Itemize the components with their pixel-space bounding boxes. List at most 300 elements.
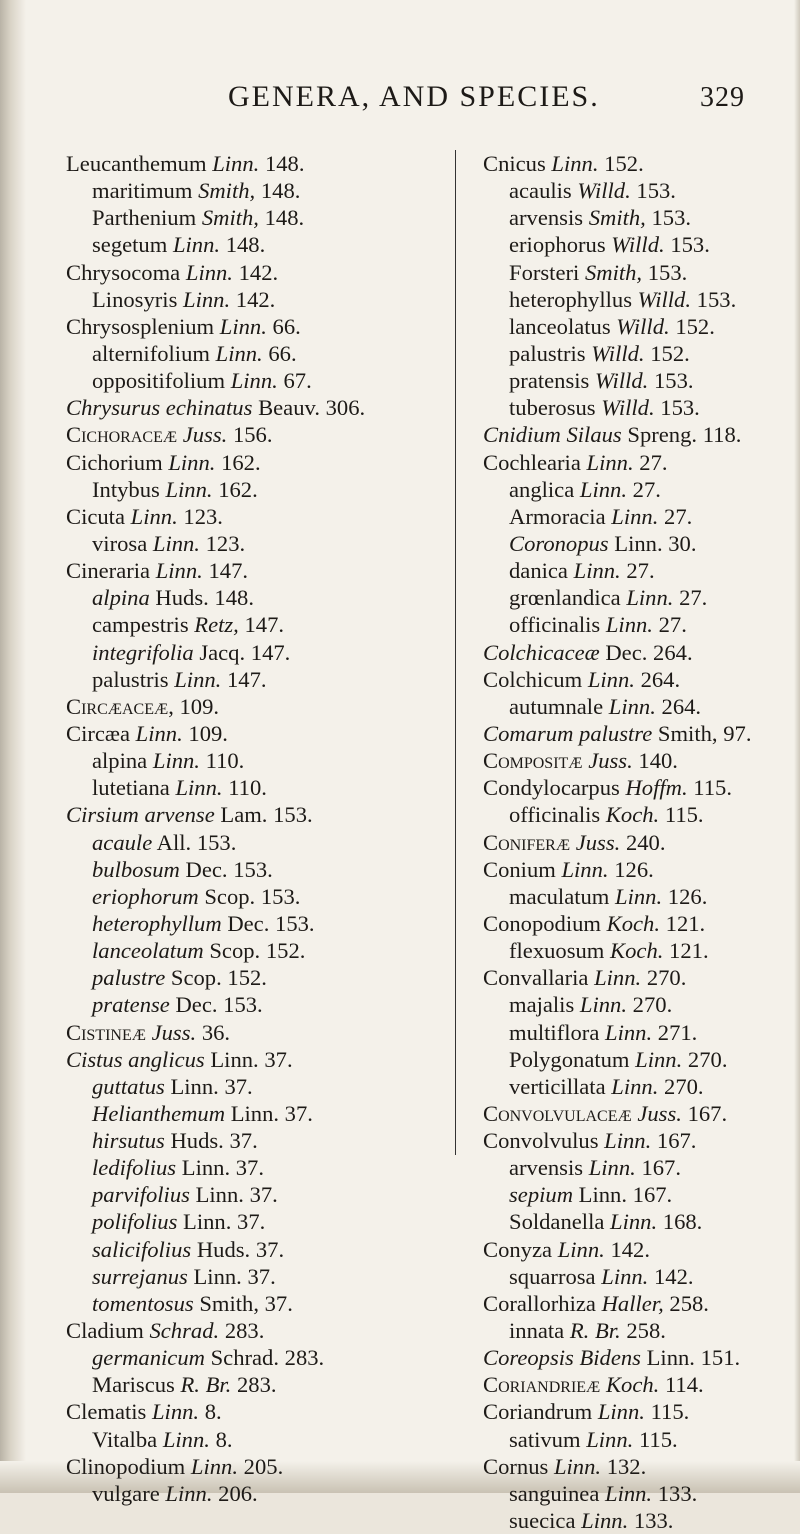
page-reference: 148. [264, 151, 305, 176]
taxon-name: germanicum [92, 1345, 205, 1371]
authority: Dec. [605, 639, 648, 665]
taxon-name: Parthenium [92, 205, 197, 231]
page-reference: 153. [260, 883, 301, 909]
taxon-name: polifolius [92, 1209, 178, 1235]
page-reference: 142. [235, 286, 276, 312]
authority: Schrad. [149, 1318, 220, 1344]
taxon-name: autumnale [509, 693, 604, 719]
index-subentry [66, 1100, 446, 1127]
authority: Juss. [151, 1019, 197, 1045]
index-entry [483, 1371, 800, 1398]
taxon-name: salicifolius [92, 1236, 192, 1262]
index-subentry [483, 177, 800, 204]
index-subentry [66, 204, 446, 231]
index-entry [483, 639, 800, 666]
authority: Linn. [193, 1263, 242, 1289]
page-reference: 153. [636, 178, 676, 204]
taxon-name: tomentosus [92, 1290, 194, 1316]
page-reference: 152. [265, 938, 306, 964]
taxon-name: segetum [92, 232, 168, 258]
authority: Smith, [199, 1290, 259, 1316]
index-subentry [483, 801, 800, 828]
index-subentry [66, 856, 446, 883]
authority: Linn. [610, 1209, 658, 1235]
page-reference: 115. [638, 1426, 678, 1452]
taxon-name: Forsteri [509, 259, 580, 285]
authority: Schrad. [210, 1345, 279, 1371]
authority: Linn. [553, 1453, 602, 1479]
taxon-name: Vitalba [92, 1426, 158, 1452]
page-reference: 168. [662, 1209, 703, 1235]
taxon-name: grœnlandica [509, 585, 621, 611]
index-entry [66, 1046, 446, 1073]
index-subentry [483, 1019, 800, 1046]
index-subentry [483, 883, 800, 910]
index-subentry [66, 1154, 446, 1181]
authority: Linn. [183, 1209, 232, 1235]
taxon-name: Condylocarpus [483, 775, 620, 801]
taxon-name: bulbosum [92, 856, 180, 882]
taxon-name: Clematis [66, 1399, 147, 1425]
taxon-name: Chrysurus echinatus [66, 395, 253, 421]
authority: Linn. [605, 1480, 653, 1506]
taxon-name: Cineraria [66, 558, 151, 584]
page-reference: 148. [260, 178, 301, 204]
page-reference: 126. [667, 883, 708, 909]
page-reference: 153. [660, 395, 700, 421]
page-reference: 27. [679, 585, 708, 611]
taxon-name: maritimum [92, 178, 193, 204]
authority: Linn. [608, 693, 656, 719]
index-subentry [66, 1127, 446, 1154]
index-subentry [483, 367, 800, 394]
taxon-name: sepium [509, 1182, 574, 1208]
index-subentry [483, 231, 800, 258]
taxon-name: officinalis [509, 802, 601, 828]
authority: Linn. [581, 1508, 629, 1534]
page-reference: 151. [700, 1345, 741, 1371]
authority: Smith, [584, 259, 643, 285]
authority: Linn. [626, 585, 674, 611]
authority: Linn. [605, 612, 653, 638]
page-reference: 37. [284, 1100, 313, 1126]
taxon-name: Cicuta [66, 503, 125, 529]
taxon-name: Intybus [92, 476, 160, 502]
index-subentry [483, 557, 800, 584]
taxon-name: heterophyllum [92, 910, 222, 936]
index-entry [483, 1398, 800, 1425]
taxon-name: sativum [509, 1426, 581, 1452]
taxon-name: maculatum [509, 883, 610, 909]
index-subentry [483, 1426, 800, 1453]
index-subentry [483, 394, 800, 421]
running-title: GENERA, AND SPECIES. [228, 80, 600, 113]
taxon-name: Coronopus [509, 530, 609, 556]
taxon-name: Chrysocoma [66, 259, 181, 285]
index-subentry [483, 340, 800, 367]
taxon-name: Cistineæ [66, 1019, 146, 1045]
index-subentry [483, 530, 800, 557]
taxon-name: Corallorhiza [483, 1290, 596, 1316]
page-reference: 121. [669, 938, 709, 964]
index-subentry [483, 476, 800, 503]
authority: Linn. [215, 340, 263, 366]
authority: Linn. [172, 232, 221, 258]
page-reference: 123. [183, 503, 223, 529]
index-subentry [483, 1046, 800, 1073]
page-reference: 27. [626, 558, 655, 584]
page-reference: 206. [218, 1480, 258, 1506]
index-entry [66, 313, 446, 340]
authority: Juss. [588, 748, 633, 774]
authority: Linn. [615, 883, 663, 909]
authority: Smith, [657, 720, 718, 746]
authority: Juss. [182, 422, 228, 448]
authority: Linn. [174, 666, 222, 692]
index-subentry [483, 259, 800, 286]
authority: Linn. [181, 1155, 231, 1181]
page-reference: 27. [664, 503, 693, 529]
authority: Linn. [579, 476, 627, 502]
index-subentry [66, 1263, 446, 1290]
index-entry [66, 1398, 446, 1425]
taxon-name: integrifolia [92, 639, 194, 665]
taxon-name: Circæaceæ, [66, 693, 174, 719]
authority: Lam. [220, 802, 268, 828]
authority: Koch. [610, 938, 664, 964]
authority: Linn. [155, 558, 203, 584]
page-reference: 283. [224, 1318, 265, 1344]
page-reference: 205. [243, 1453, 284, 1479]
taxon-name: Convolvulaceæ [483, 1100, 632, 1126]
taxon-name: acaulis [509, 178, 572, 204]
authority: Huds. [170, 1128, 224, 1154]
authority: Spreng. [627, 422, 698, 448]
index-entry [483, 747, 800, 774]
index-entry [483, 1127, 800, 1154]
authority: Linn. [561, 856, 609, 882]
taxon-name: acaule [92, 829, 153, 855]
authority: Linn. [170, 1073, 219, 1099]
index-subentry [483, 991, 800, 1018]
page-reference: 36. [201, 1019, 231, 1045]
page-reference: 147. [226, 666, 267, 692]
page-reference: 148. [214, 585, 254, 611]
taxon-name: hirsutus [92, 1128, 165, 1154]
index-subentry [66, 1480, 446, 1507]
index-entry [483, 150, 800, 177]
index-entry [483, 1236, 800, 1263]
index-subentry [66, 883, 446, 910]
authority: Jacq. [199, 639, 246, 665]
authority: Dec. [185, 856, 228, 882]
authority: Hoffm. [625, 775, 688, 801]
taxon-name: innata [509, 1318, 565, 1344]
page-reference: 153. [654, 368, 694, 394]
index-subentry [483, 503, 800, 530]
index-subentry [483, 1317, 800, 1344]
taxon-name: heterophyllus [509, 286, 632, 312]
authority: Linn. [230, 1100, 280, 1126]
taxon-name: Cistus anglicus [66, 1046, 205, 1072]
page-reference: 37. [264, 1290, 293, 1316]
taxon-name: flexuosum [509, 938, 605, 964]
taxon-name: alpina [92, 585, 150, 611]
authority: Linn. [597, 1399, 645, 1425]
taxon-name: palustris [509, 340, 586, 366]
index-entry [66, 449, 446, 476]
page-reference: 27. [632, 476, 661, 502]
index-subentry [483, 1073, 800, 1100]
authority: Linn. [212, 151, 260, 176]
index-subentry [483, 1507, 800, 1534]
index-entry [483, 1344, 800, 1371]
taxon-name: Cladium [66, 1318, 144, 1344]
taxon-name: pratensis [509, 368, 590, 394]
page-reference: 270. [632, 992, 673, 1018]
authority: Linn. [614, 530, 663, 556]
authority: Smith, [198, 178, 256, 204]
taxon-name: arvensis [509, 1155, 584, 1181]
authority: Willd. [637, 286, 692, 312]
taxon-name: majalis [509, 992, 575, 1018]
authority: Linn. [635, 1046, 683, 1072]
page-reference: 258. [669, 1290, 709, 1316]
index-subentry [483, 611, 800, 638]
index-entry [66, 421, 446, 448]
page-reference: 109. [188, 720, 228, 746]
index-entry [483, 1453, 800, 1480]
taxon-name: Chrysosplenium [66, 313, 215, 339]
taxon-name: lanceolatum [92, 938, 204, 964]
page-reference: 37. [264, 1046, 293, 1072]
index-entry [66, 394, 446, 421]
page-reference: 153. [223, 992, 263, 1018]
authority: Linn. [611, 1073, 659, 1099]
taxon-name: officinalis [509, 612, 601, 638]
taxon-name: Armoracia [509, 503, 606, 529]
taxon-name: Coriandrum [483, 1399, 593, 1425]
index-subentry [66, 177, 446, 204]
authority: Linn. [579, 992, 628, 1018]
taxon-name: anglica [509, 476, 575, 502]
page-reference: 115. [693, 775, 732, 801]
page-reference: 147. [244, 612, 285, 638]
index-subentry [483, 937, 800, 964]
page-reference: 30. [668, 530, 697, 556]
page-reference: 132. [606, 1453, 647, 1479]
page-reference: 167. [641, 1155, 681, 1181]
index-subentry [66, 639, 446, 666]
page-reference: 114. [664, 1372, 704, 1398]
taxon-name: Cornus [483, 1453, 549, 1479]
taxon-name: tuberosus [509, 395, 596, 421]
taxon-name: Helianthemum [92, 1100, 226, 1126]
index-subentry [66, 1344, 446, 1371]
page-reference: 153. [233, 856, 273, 882]
index-entry [66, 1453, 446, 1480]
authority: Linn. [195, 1182, 244, 1208]
taxon-name: danica [509, 558, 568, 584]
authority: Willd. [577, 178, 631, 204]
authority: Linn. [604, 1128, 652, 1154]
page-reference: 147. [208, 558, 249, 584]
page-reference: 264. [661, 693, 702, 719]
authority: Linn. [165, 476, 213, 502]
authority: Koch. [605, 1372, 660, 1398]
page-reference: 270. [646, 965, 687, 991]
index-subentry [483, 1263, 800, 1290]
authority: Linn. [151, 1399, 200, 1425]
taxon-name: Convolvulus [483, 1128, 599, 1154]
page-reference: 264. [640, 666, 681, 692]
page-reference: 271. [657, 1019, 698, 1045]
page-reference: 133. [657, 1480, 698, 1506]
taxon-name: Soldanella [509, 1209, 605, 1235]
index-entry [66, 150, 446, 177]
taxon-name: Coreopsis Bidens [483, 1345, 641, 1371]
page-reference: 27. [639, 449, 668, 475]
authority: Linn. [578, 1182, 627, 1208]
taxon-name: sanguinea [509, 1480, 600, 1506]
index-subentry [66, 774, 446, 801]
page-reference: 148. [264, 205, 305, 231]
page-reference: 152. [675, 313, 715, 339]
index-entry [483, 720, 800, 747]
index-entry [66, 259, 446, 286]
index-subentry [483, 1208, 800, 1235]
taxon-name: alpina [92, 748, 148, 774]
authority: Linn. [588, 1155, 636, 1181]
column-divider [455, 150, 456, 1155]
taxon-name: Linosyris [92, 286, 178, 312]
page-reference: 162. [221, 449, 261, 475]
page-reference: 153. [273, 802, 313, 828]
taxon-name: lanceolatus [509, 313, 611, 339]
authority: Linn. [135, 720, 183, 746]
authority: Linn. [183, 286, 231, 312]
index-subentry [66, 1236, 446, 1263]
authority: Linn. [175, 775, 223, 801]
page-reference: 147. [250, 639, 291, 665]
authority: Smith, [588, 205, 646, 231]
authority: Linn. [130, 503, 178, 529]
index-subentry [483, 1154, 800, 1181]
authority: Juss. [575, 829, 621, 855]
authority: Linn. [586, 1426, 634, 1452]
page-reference: 153. [196, 829, 237, 855]
index-subentry [66, 991, 446, 1018]
page-reference: 109. [179, 693, 220, 719]
index-entry [483, 666, 800, 693]
page-reference: 8. [215, 1426, 233, 1452]
index-entry [483, 910, 800, 937]
authority: Juss. [637, 1100, 682, 1126]
authority: Koch. [606, 910, 660, 936]
page-reference: 118. [702, 422, 742, 448]
taxon-name: Cichorium [66, 449, 163, 475]
authority: Beauv. [258, 395, 320, 421]
authority: Linn. [611, 503, 659, 529]
taxon-name: virosa [92, 530, 148, 556]
authority: Linn. [168, 449, 216, 475]
page-reference: 152. [650, 340, 690, 366]
taxon-name: Conyza [483, 1236, 553, 1262]
taxon-name: squarrosa [509, 1263, 596, 1289]
index-subentry [483, 286, 800, 313]
page-reference: 126. [614, 856, 654, 882]
page-reference: 270. [664, 1073, 704, 1099]
index-entry [66, 1317, 446, 1344]
taxon-name: verticillata [509, 1073, 606, 1099]
index-subentry [66, 964, 446, 991]
index-entry [483, 421, 800, 448]
index-subentry [66, 367, 446, 394]
page-number: 329 [700, 82, 745, 113]
page-reference: 153. [696, 286, 737, 312]
taxon-name: Cichoraceæ [66, 422, 178, 448]
taxon-name: Mariscus [92, 1372, 175, 1398]
authority: Linn. [601, 1263, 649, 1289]
authority: Willd. [616, 313, 670, 339]
authority: Linn. [230, 368, 278, 394]
authority: Linn. [573, 558, 621, 584]
authority: Linn. [152, 748, 200, 774]
page-reference: 67. [283, 368, 312, 394]
page-reference: 152. [227, 965, 267, 991]
authority: Linn. [557, 1236, 605, 1262]
authority: Linn. [162, 1426, 210, 1452]
index-entry [66, 801, 446, 828]
page-reference: 258. [626, 1318, 666, 1344]
page-reference: 37. [237, 1209, 266, 1235]
authority: Huds. [196, 1236, 251, 1262]
authority: Linn. [165, 1480, 213, 1506]
page-reference: 37. [249, 1182, 278, 1208]
taxon-name: parvifolius [92, 1182, 190, 1208]
authority: Willd. [591, 340, 645, 366]
index-entry [483, 774, 800, 801]
index-subentry [483, 1181, 800, 1208]
authority: Linn. [646, 1345, 695, 1371]
taxon-name: campestris [92, 612, 189, 638]
index-entry [66, 557, 446, 584]
index-entry [66, 503, 446, 530]
authority: Willd. [594, 368, 649, 394]
spine-shadow [0, 0, 26, 1493]
taxon-name: alternifolium [92, 340, 210, 366]
index-subentry [66, 340, 446, 367]
index-subentry [66, 910, 446, 937]
taxon-name: Conopodium [483, 910, 601, 936]
index-subentry [66, 1426, 446, 1453]
taxon-name: ledifolius [92, 1155, 177, 1181]
page-reference: 167. [656, 1128, 697, 1154]
taxon-name: Cnicus [483, 151, 546, 176]
index-subentry [66, 1290, 446, 1317]
taxon-name: Colchicaceæ [483, 639, 600, 665]
authority: Linn. [551, 151, 599, 176]
taxon-name: arvensis [509, 205, 584, 231]
index-entry [66, 1019, 446, 1046]
index-subentry [66, 829, 446, 856]
page-reference: 123. [205, 530, 246, 556]
authority: Linn. [605, 1019, 653, 1045]
page-reference: 110. [205, 748, 245, 774]
page-reference: 153. [651, 205, 692, 231]
authority: Dec. [175, 992, 218, 1018]
page-reference: 264. [653, 639, 693, 665]
